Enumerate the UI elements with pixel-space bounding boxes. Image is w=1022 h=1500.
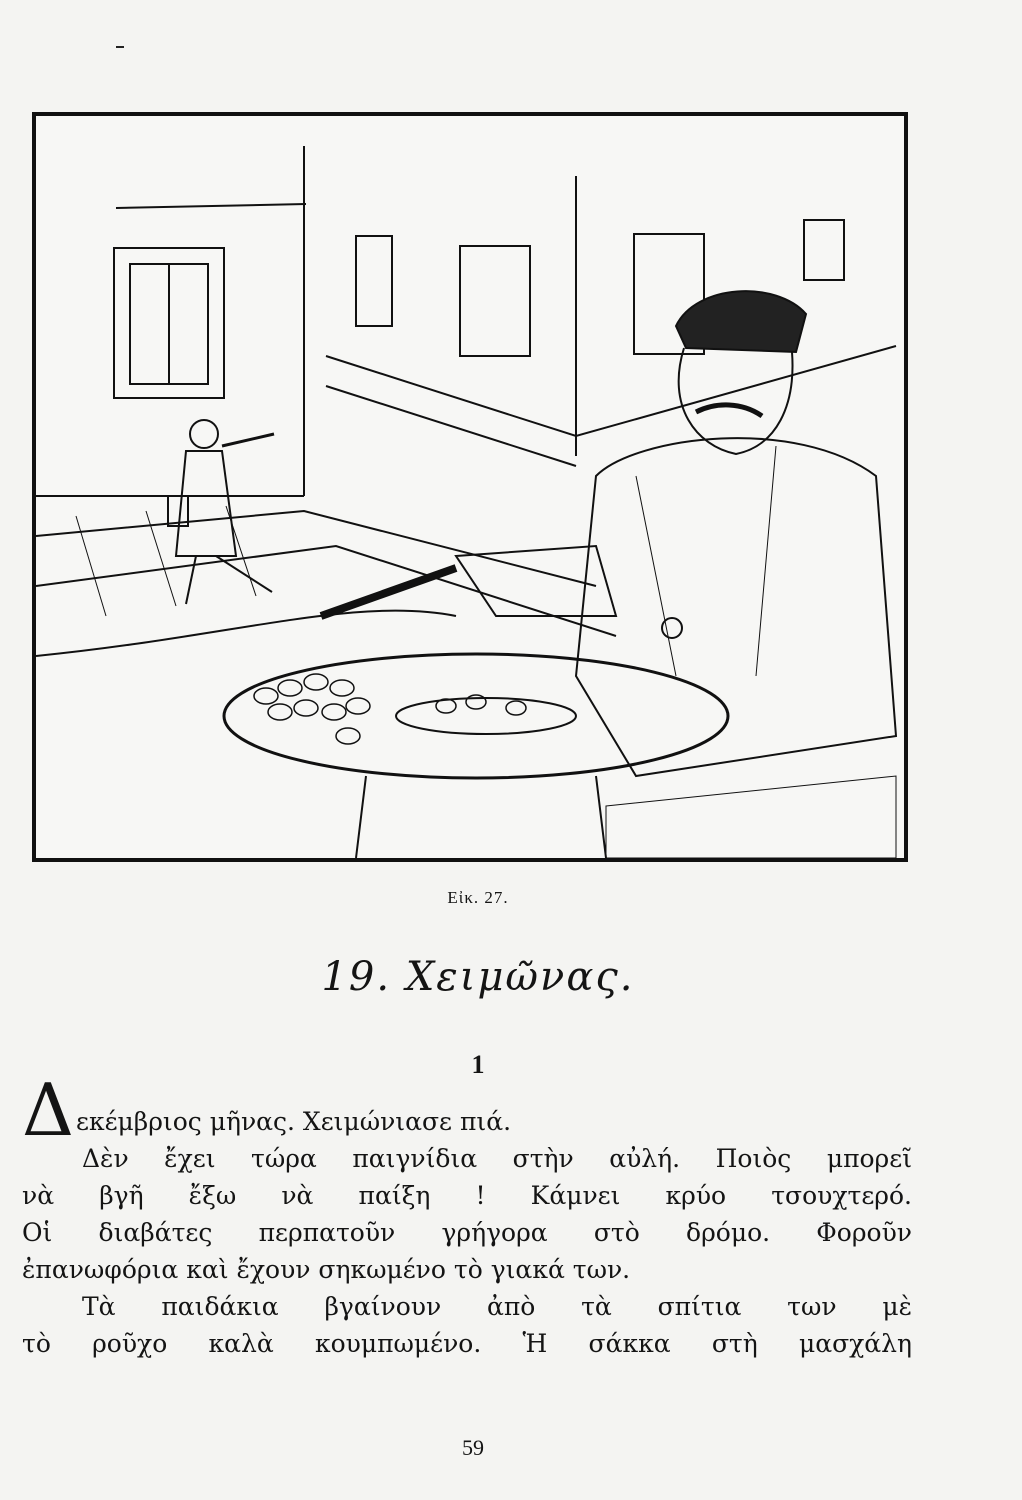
body-text	[22, 1068, 912, 1362]
boy-head	[190, 420, 218, 448]
window	[356, 236, 392, 326]
ink-speck	[116, 46, 124, 48]
illustration-drawing	[36, 116, 904, 858]
vendor-cap	[676, 291, 806, 352]
vendor-coat	[576, 438, 896, 776]
coat-button	[662, 618, 682, 638]
figure-caption: Εἰκ. 27.	[447, 888, 509, 907]
text-line-1-content: εκέμβριος μῆνας. Χειμώνιασε πιά.	[76, 1107, 512, 1136]
text-line-7: τὸ ροῦχο καλὰ κουμπωμένο. Ἡ σάκκα στὴ μασχάλη	[22, 1329, 912, 1358]
text-line-4: Οἱ διαβάτες περπατοῦν γρήγορα στὸ δρόμο. Φοροῦν	[22, 1218, 912, 1247]
drop-cap: Δ	[22, 1068, 74, 1152]
boy-coat	[176, 451, 236, 556]
text-line-3: νὰ βγῆ ἔξω νὰ παίξη ! Κάμνει κρύο τσουχτερό.	[22, 1181, 912, 1210]
text-line-1	[22, 1068, 912, 1152]
brazier-stand	[356, 776, 606, 858]
section-number: 1	[471, 1050, 485, 1079]
text-line-2: Δὲν ἔχει τώρα παιγνίδια στὴν αὐλή. Ποιὸς μπορεῖ	[82, 1144, 912, 1173]
page-number: 59	[462, 1435, 484, 1460]
chair	[606, 776, 896, 858]
text-line-5: ἐπανωφόρια καὶ ἔχουν σηκωμένο τὸ γιακά των.	[22, 1255, 631, 1284]
window	[804, 220, 844, 280]
illustration-chestnut-vendor	[32, 112, 908, 862]
curb	[36, 611, 456, 656]
tongs	[321, 568, 456, 616]
cornice	[116, 204, 306, 208]
brazier-tray	[224, 654, 728, 778]
chapter-title: 19. Χειμῶνας.	[321, 954, 635, 1000]
window	[460, 246, 530, 356]
moustache	[696, 405, 762, 416]
text-line-6: Τὰ παιδάκια βγαίνουν ἀπὸ τὰ σπίτια των μὲ	[82, 1292, 912, 1321]
